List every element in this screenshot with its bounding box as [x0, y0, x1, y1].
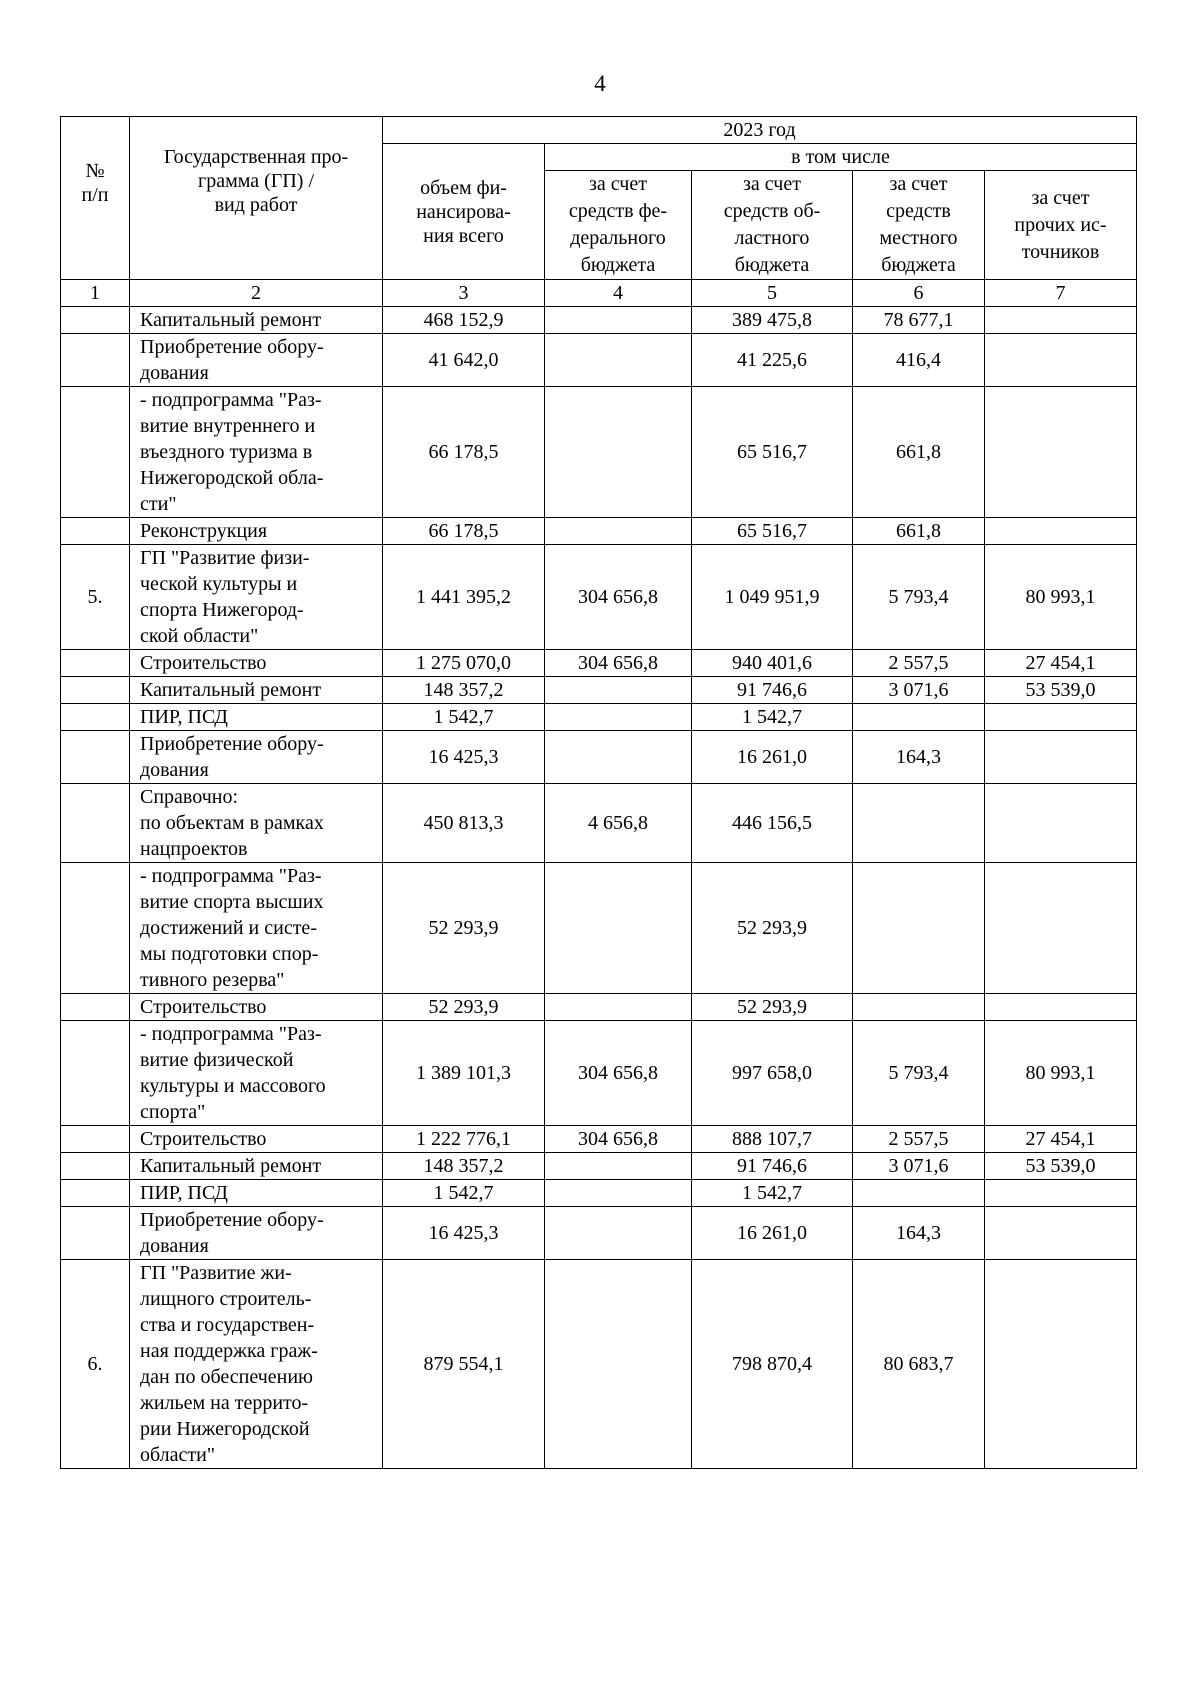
table-row	[61, 677, 1137, 704]
cell-regional: 65 516,7	[692, 387, 853, 518]
cell-name: Реконструкция	[130, 518, 383, 545]
cell-num	[61, 1180, 130, 1207]
header-total: объем фи- нансирова- ния всего	[383, 144, 545, 280]
cell-local: 164,3	[853, 1207, 985, 1260]
cell-num	[61, 1207, 130, 1260]
cell-federal	[545, 704, 692, 731]
cell-other	[985, 731, 1137, 784]
cell-total: 1 542,7	[383, 1180, 545, 1207]
cell-local: 661,8	[853, 387, 985, 518]
cell-name: ПИР, ПСД	[130, 704, 383, 731]
header-num: № п/п	[61, 117, 130, 280]
cell-total: 1 441 395,2	[383, 545, 545, 650]
cell-num	[61, 731, 130, 784]
cell-name: ГП "Развитие жи- лищного строитель- ства и государствен- ная поддержка граж- дан по обеспечению жильем на террито- рии Нижегородской области"	[130, 1260, 383, 1469]
cell-total: 1 542,7	[383, 704, 545, 731]
cell-federal	[545, 387, 692, 518]
cell-local	[853, 704, 985, 731]
cell-name: Справочно: по объектам в рамках нацпроектов	[130, 784, 383, 863]
cell-other	[985, 784, 1137, 863]
cell-regional: 1 542,7	[692, 1180, 853, 1207]
cell-local: 5 793,4	[853, 545, 985, 650]
cell-other	[985, 307, 1137, 334]
cell-num: 5.	[61, 545, 130, 650]
col-index: 3	[383, 280, 545, 307]
cell-other: 80 993,1	[985, 545, 1137, 650]
cell-federal	[545, 731, 692, 784]
cell-local: 2 557,5	[853, 650, 985, 677]
cell-num	[61, 334, 130, 387]
table-row	[61, 1021, 1137, 1126]
cell-name: Строительство	[130, 650, 383, 677]
column-index-row	[61, 280, 1137, 307]
page-number: 4	[594, 71, 606, 96]
cell-local: 3 071,6	[853, 1153, 985, 1180]
col-index: 2	[130, 280, 383, 307]
cell-other	[985, 863, 1137, 994]
cell-federal: 4 656,8	[545, 784, 692, 863]
table-row	[61, 518, 1137, 545]
cell-federal	[545, 1153, 692, 1180]
cell-federal: 304 656,8	[545, 650, 692, 677]
cell-num	[61, 387, 130, 518]
cell-name: Строительство	[130, 994, 383, 1021]
table-row	[61, 1126, 1137, 1153]
cell-regional: 940 401,6	[692, 650, 853, 677]
cell-total: 468 152,9	[383, 307, 545, 334]
cell-other: 27 454,1	[985, 650, 1137, 677]
cell-other: 53 539,0	[985, 1153, 1137, 1180]
cell-other	[985, 387, 1137, 518]
table-row	[61, 704, 1137, 731]
cell-local: 80 683,7	[853, 1260, 985, 1469]
cell-name: Капитальный ремонт	[130, 307, 383, 334]
cell-name: Приобретение обору- дования	[130, 1207, 383, 1260]
table-row	[61, 307, 1137, 334]
cell-federal	[545, 994, 692, 1021]
cell-name: - подпрограмма "Раз- витие физической культуры и массового спорта"	[130, 1021, 383, 1126]
cell-total: 1 222 776,1	[383, 1126, 545, 1153]
cell-local: 5 793,4	[853, 1021, 985, 1126]
cell-name: Капитальный ремонт	[130, 1153, 383, 1180]
table-row	[61, 334, 1137, 387]
cell-name: Приобретение обору- дования	[130, 731, 383, 784]
cell-regional: 52 293,9	[692, 863, 853, 994]
cell-num	[61, 1126, 130, 1153]
cell-name: Капитальный ремонт	[130, 677, 383, 704]
cell-federal	[545, 334, 692, 387]
cell-regional: 389 475,8	[692, 307, 853, 334]
cell-regional: 1 049 951,9	[692, 545, 853, 650]
cell-total: 16 425,3	[383, 731, 545, 784]
cell-other	[985, 994, 1137, 1021]
header-federal: за счет средств фе- дерального бюджета	[545, 171, 692, 280]
header-local: за счет средств местного бюджета	[853, 171, 985, 280]
cell-regional: 798 870,4	[692, 1260, 853, 1469]
cell-name: - подпрограмма "Раз- витие внутреннего и въездного туризма в Нижегородской обла- сти"	[130, 387, 383, 518]
cell-local	[853, 1180, 985, 1207]
cell-other	[985, 1260, 1137, 1469]
cell-total: 450 813,3	[383, 784, 545, 863]
cell-num: 6.	[61, 1260, 130, 1469]
header-in-that: в том числе	[545, 144, 1137, 171]
cell-federal	[545, 1207, 692, 1260]
cell-federal	[545, 518, 692, 545]
cell-regional: 65 516,7	[692, 518, 853, 545]
cell-total: 879 554,1	[383, 1260, 545, 1469]
cell-regional: 41 225,6	[692, 334, 853, 387]
cell-total: 16 425,3	[383, 1207, 545, 1260]
header-year: 2023 год	[383, 117, 1137, 144]
cell-other: 53 539,0	[985, 677, 1137, 704]
cell-regional: 52 293,9	[692, 994, 853, 1021]
cell-total: 1 275 070,0	[383, 650, 545, 677]
cell-num	[61, 650, 130, 677]
cell-regional: 91 746,6	[692, 1153, 853, 1180]
cell-regional: 16 261,0	[692, 1207, 853, 1260]
cell-num	[61, 518, 130, 545]
cell-total: 1 389 101,3	[383, 1021, 545, 1126]
col-index: 4	[545, 280, 692, 307]
cell-num	[61, 994, 130, 1021]
cell-local: 416,4	[853, 334, 985, 387]
cell-federal: 304 656,8	[545, 545, 692, 650]
table-row	[61, 650, 1137, 677]
cell-local: 78 677,1	[853, 307, 985, 334]
cell-other	[985, 334, 1137, 387]
cell-federal	[545, 863, 692, 994]
cell-local	[853, 863, 985, 994]
budget-table	[60, 116, 1137, 1469]
header-regional: за счет средств об- ластного бюджета	[692, 171, 853, 280]
cell-total: 52 293,9	[383, 863, 545, 994]
table-row	[61, 731, 1137, 784]
cell-federal	[545, 1260, 692, 1469]
cell-name: Приобретение обору- дования	[130, 334, 383, 387]
cell-num	[61, 1153, 130, 1180]
cell-total: 41 642,0	[383, 334, 545, 387]
cell-other	[985, 518, 1137, 545]
cell-regional: 91 746,6	[692, 677, 853, 704]
cell-federal	[545, 677, 692, 704]
table-row	[61, 784, 1137, 863]
cell-local: 661,8	[853, 518, 985, 545]
table-row	[61, 545, 1137, 650]
cell-local: 164,3	[853, 731, 985, 784]
header-other: за счет прочих ис- точников	[985, 171, 1137, 280]
cell-federal	[545, 307, 692, 334]
cell-regional: 16 261,0	[692, 731, 853, 784]
cell-total: 52 293,9	[383, 994, 545, 1021]
cell-total: 66 178,5	[383, 518, 545, 545]
cell-name: ПИР, ПСД	[130, 1180, 383, 1207]
cell-name: - подпрограмма "Раз- витие спорта высших достижений и систе- мы подготовки спор- тивного резерва"	[130, 863, 383, 994]
table-row	[61, 1180, 1137, 1207]
cell-total: 66 178,5	[383, 387, 545, 518]
table-body	[61, 117, 1137, 1469]
cell-total: 148 357,2	[383, 1153, 545, 1180]
cell-federal: 304 656,8	[545, 1021, 692, 1126]
cell-federal: 304 656,8	[545, 1126, 692, 1153]
table-row	[61, 1153, 1137, 1180]
cell-num	[61, 863, 130, 994]
table-row	[61, 863, 1137, 994]
cell-other: 27 454,1	[985, 1126, 1137, 1153]
cell-other	[985, 704, 1137, 731]
cell-local	[853, 784, 985, 863]
cell-regional: 446 156,5	[692, 784, 853, 863]
cell-name: ГП "Развитие физи- ческой культуры и спорта Нижегород- ской области"	[130, 545, 383, 650]
cell-other	[985, 1207, 1137, 1260]
cell-name: Строительство	[130, 1126, 383, 1153]
col-index: 1	[61, 280, 130, 307]
cell-regional: 997 658,0	[692, 1021, 853, 1126]
cell-other: 80 993,1	[985, 1021, 1137, 1126]
table-row	[61, 1260, 1137, 1469]
col-index: 5	[692, 280, 853, 307]
table-row	[61, 387, 1137, 518]
header-program: Государственная про- грамма (ГП) / вид работ	[130, 117, 383, 280]
cell-local: 2 557,5	[853, 1126, 985, 1153]
col-index: 6	[853, 280, 985, 307]
col-index: 7	[985, 280, 1137, 307]
cell-num	[61, 784, 130, 863]
header-row-1	[61, 117, 1137, 144]
table-row	[61, 994, 1137, 1021]
cell-local: 3 071,6	[853, 677, 985, 704]
cell-total: 148 357,2	[383, 677, 545, 704]
cell-num	[61, 704, 130, 731]
cell-num	[61, 1021, 130, 1126]
cell-local	[853, 994, 985, 1021]
cell-regional: 1 542,7	[692, 704, 853, 731]
cell-regional: 888 107,7	[692, 1126, 853, 1153]
cell-num	[61, 307, 130, 334]
cell-num	[61, 677, 130, 704]
table-row	[61, 1207, 1137, 1260]
cell-other	[985, 1180, 1137, 1207]
cell-federal	[545, 1180, 692, 1207]
